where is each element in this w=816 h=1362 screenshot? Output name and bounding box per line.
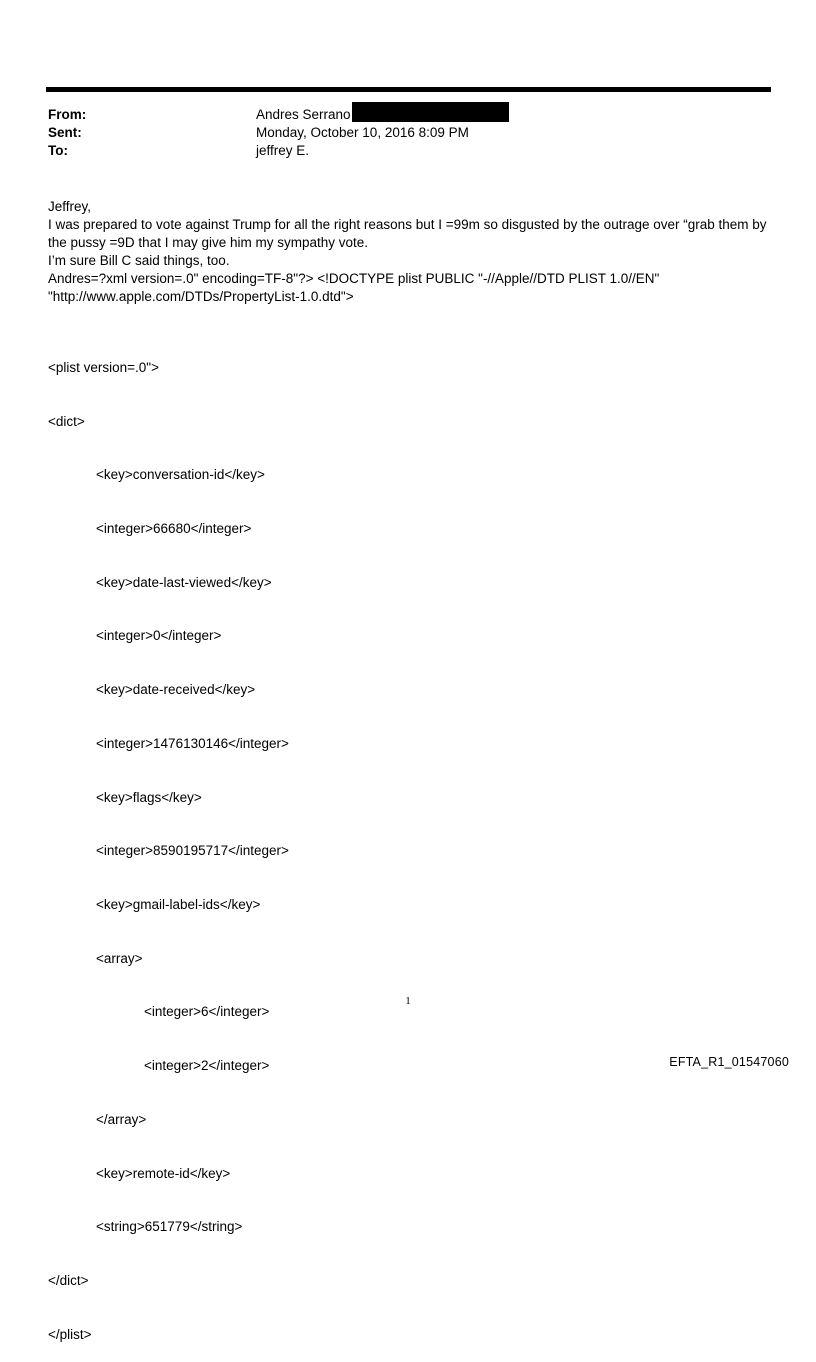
from-value: Andres Serrano: [256, 107, 351, 122]
plist-block: [48, 323, 289, 1362]
body-line: I’m sure Bill C said things, too.: [48, 252, 230, 268]
sent-value: Monday, October 10, 2016 8:09 PM: [256, 125, 469, 140]
plist-line: <string>651779</string>: [96, 1219, 243, 1235]
plist-line: <integer>1476130146</integer>: [96, 735, 289, 751]
plist-line: <integer>6</integer>: [144, 1004, 270, 1020]
plist-line: <dict>: [48, 413, 85, 429]
plist-line: <key>conversation-id</key>: [96, 467, 265, 483]
plist-line: <plist version=.0">: [48, 359, 159, 375]
plist-line: </plist>: [48, 1326, 92, 1342]
greeting: Jeffrey,: [48, 199, 92, 214]
plist-line: <integer>0</integer>: [96, 628, 222, 644]
to-label: To:: [48, 143, 68, 158]
document-id: EFTA_R1_01547060: [669, 1055, 789, 1069]
email-body: [48, 198, 776, 305]
body-line: "http://www.apple.com/DTDs/PropertyList-1.0.dtd">: [48, 288, 354, 304]
plist-line: <key>flags</key>: [96, 789, 202, 805]
plist-line: <key>gmail-label-ids</key>: [96, 897, 261, 912]
sent-label: Sent:: [48, 125, 82, 140]
plist-line: </dict>: [48, 1273, 89, 1289]
plist-line: <integer>8590195717</integer>: [96, 843, 289, 859]
plist-line: </array>: [96, 1111, 147, 1127]
body-line: Andres=?xml version=.0" encoding=TF-8"?> <!DOCTYPE plist PUBLIC "-//Apple//DTD PLIST 1.0//EN": [48, 270, 660, 286]
plist-line: <key>remote-id</key>: [96, 1165, 231, 1181]
to-value: jeffrey E.: [256, 143, 310, 158]
body-paragraph: I was prepared to vote against Trump for all the right reasons but I =99m so disgusted by the outrage over “grab them by the pussy =9D that I may give him my sympathy vote.: [48, 216, 767, 250]
redaction-block: [352, 102, 509, 122]
plist-line: <integer>2</integer>: [144, 1058, 270, 1074]
plist-line: <array>: [96, 950, 143, 966]
header-divider: [46, 87, 771, 92]
plist-line: <key>date-received</key>: [96, 682, 256, 698]
plist-line: <key>date-last-viewed</key>: [96, 574, 272, 590]
plist-line: <integer>66680</integer>: [96, 520, 252, 536]
page-number: 1: [405, 995, 411, 1007]
from-label: From:: [48, 107, 87, 122]
